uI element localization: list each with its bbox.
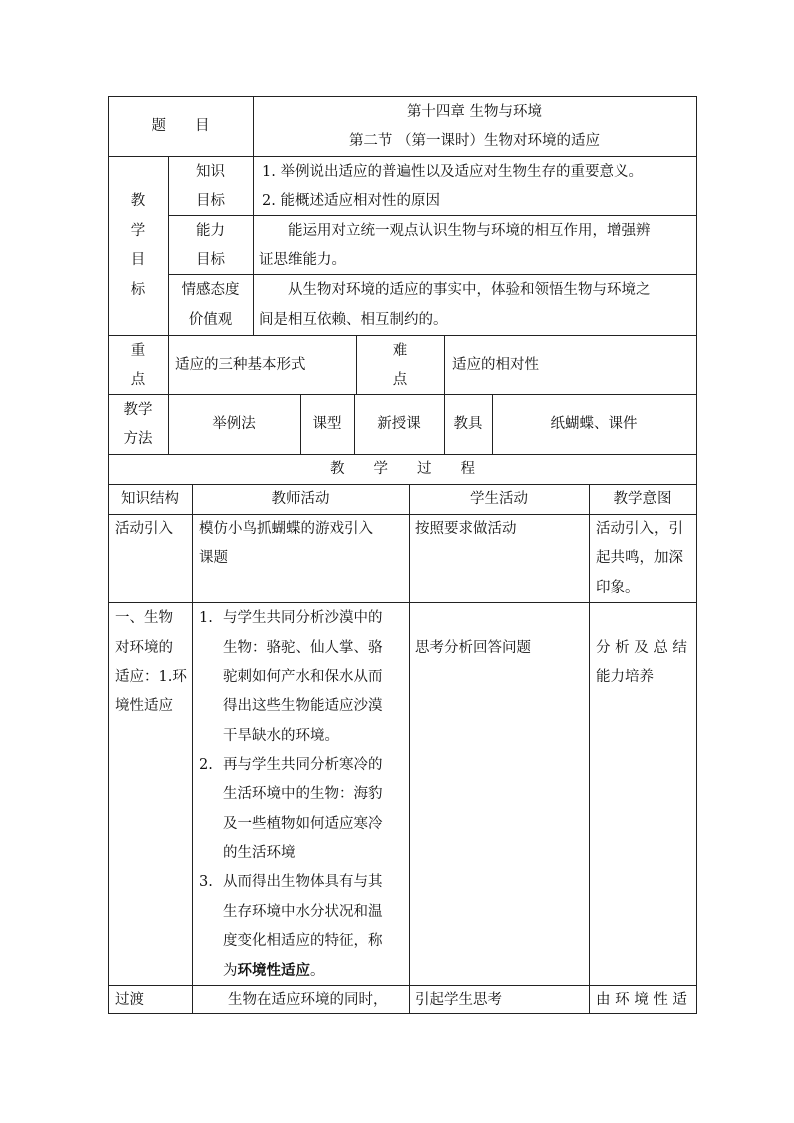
tools-value: 纸蝴蝶、课件: [550, 416, 638, 432]
process-title: 教 学 过 程: [330, 461, 475, 477]
row3-intent: 由 环 境 性 适: [596, 992, 687, 1008]
column-header-teacher: 教师活动: [271, 491, 330, 507]
emotion-text: 间是相互依赖、相互制约的。: [259, 312, 448, 328]
knowledge-item: 2. 能概述适应相对性的原因: [262, 193, 440, 209]
difficulty-value: 适应的相对性: [452, 357, 539, 373]
type-label: 课型: [312, 416, 342, 432]
chapter-title: 第十四章 生物与环境: [406, 104, 543, 120]
row3-student: 引起学生思考: [415, 992, 502, 1008]
row1-student: 按照要求做活动: [415, 521, 517, 537]
row3-teacher: 生物在适应环境的同时，: [199, 992, 388, 1008]
emotion-text: 从生物对环境的适应的事实中，体验和领悟生物与环境之: [259, 282, 651, 298]
header-label: 题 目: [151, 118, 210, 134]
column-header-structure: 知识结构: [121, 491, 179, 507]
row3-structure: 过渡: [115, 992, 144, 1008]
teacher-conclusion: 为环境性适应。: [223, 962, 325, 979]
knowledge-item: 1. 举例说出适应的普遍性以及适应对生物生存的重要意义。: [262, 164, 643, 180]
column-header-intent: 教学意图: [613, 491, 672, 507]
type-value: 新授课: [377, 416, 421, 432]
ability-text: 能运用对立统一观点认识生物与环境的相互作用，增强辨: [259, 223, 651, 239]
tools-label: 教具: [453, 416, 483, 432]
ability-text: 证思维能力。: [259, 252, 346, 268]
key-term: 环境性适应: [237, 962, 310, 979]
section-title: 第二节 （第一课时）生物对环境的适应: [348, 133, 601, 149]
key-value: 适应的三种基本形式: [175, 357, 306, 373]
column-header-student: 学生活动: [470, 491, 528, 507]
row2-student: 思考分析回答问题: [415, 640, 531, 656]
method-value: 举例法: [212, 416, 256, 432]
row1-structure: 活动引入: [115, 521, 173, 537]
